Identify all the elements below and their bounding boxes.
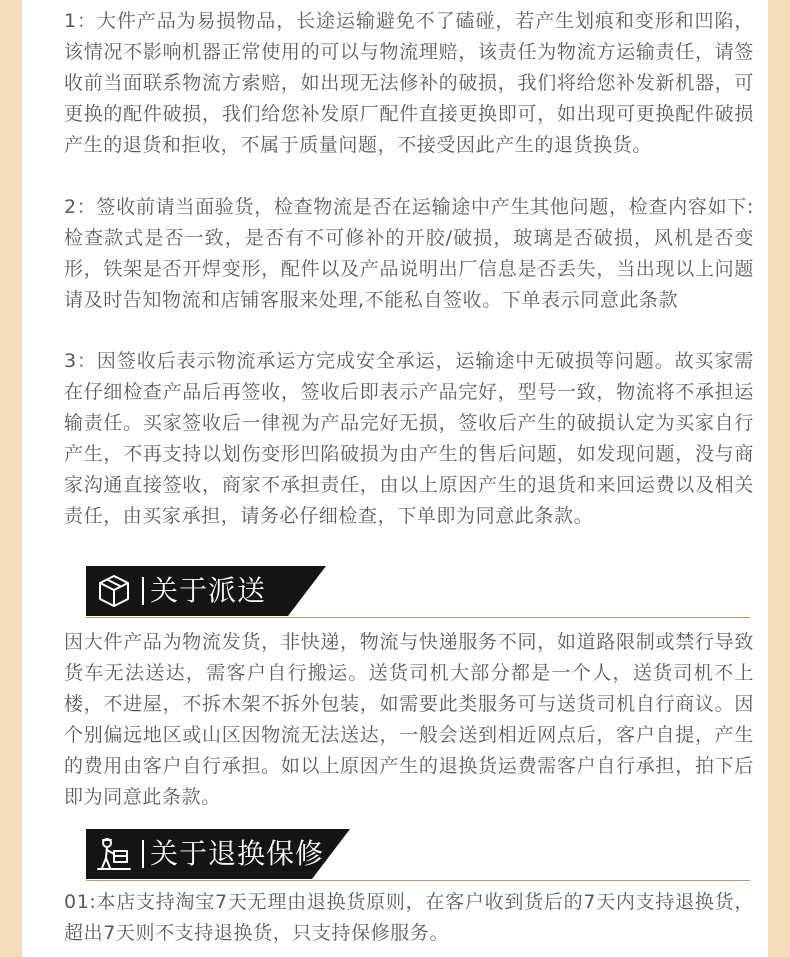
delivery-text: 因大件产品为物流发货，非快递，物流与快递服务不同，如道路限制或禁行导致货车无法送达，需客户自行搬运。送货司机大部分都是一个人，送货司机不上楼，不进屋，不拆木架不拆外包装，如需要此类服务可与送货司机自行商议。因个别偏远地区或山区因物流无法送达，一般会送到相近网点后，客户自提，产生的费用由客户自行承担。如以上原因产生的退换货运费需客户自行承担，拍下后即为同意此条款。 [64,631,754,808]
delivery-section-title: 关于派送 [150,574,267,607]
returns-section-title: 关于退换保修 [150,837,325,870]
package-box-icon [94,571,134,611]
terms-item-2: 2：签收前请当面验货，检查物流是否在运输途中产生其他问题，检查内容如下:检查款式是否一致，是否有不可修补的开胶/破损，玻璃是否破损，风机是否变形，铁架是否开焊变形，配件以及产品说明出厂信息是否丢失，当出现以上问题请及时告知物流和店铺客服来处理,不能私自签收。下单表示同意此条款 [64,196,754,311]
header-rule [86,617,750,618]
returns-section-header [86,829,750,881]
header-divider [142,577,144,605]
returns-text: 01:本店支持淘宝7天无理由退换货原则，在客户收到货后的7天内支持退换货，超出7天则不支持退换货，只支持保修服务。 [64,891,754,944]
delivery-worker-icon [94,834,134,874]
terms-item-1: 1：大件产品为易损物品，长途运输避免不了磕碰，若产生划痕和变形和凹陷，该情况不影响机器正常使用的可以与物流理赔，该责任为物流方运输责任，请签收前当面联系物流方索赔，如出现无法修补的破损，我们将给您补发新机器，可更换的配件破损，我们给您补发原厂配件直接更换即可，如出现可更换配件破损产生的退货和拒收，不属于质量问题，不接受因此产生的退货换货。 [64,10,754,156]
header-rule [86,880,750,881]
header-divider [142,840,144,868]
terms-item-3: 3：因签收后表示物流承运方完成安全承运，运输途中无破损等问题。故买家需在仔细检查产品后再签收，签收后即表示产品完好，型号一致，物流将不承担运输责任。买家签收后一律视为产品完好无损，签收后产生的破损认定为买家自行产生，不再支持以划伤变形凹陷破损为由产生的售后问题，如发现问题，没与商家沟通直接签收，商家不承担责任，由以上原因产生的退货和来回运费以及相关责任，由买家承担，请务必仔细检查，下单即为同意此条款。 [64,350,754,527]
delivery-section-header [86,566,750,618]
content-panel [22,0,768,957]
